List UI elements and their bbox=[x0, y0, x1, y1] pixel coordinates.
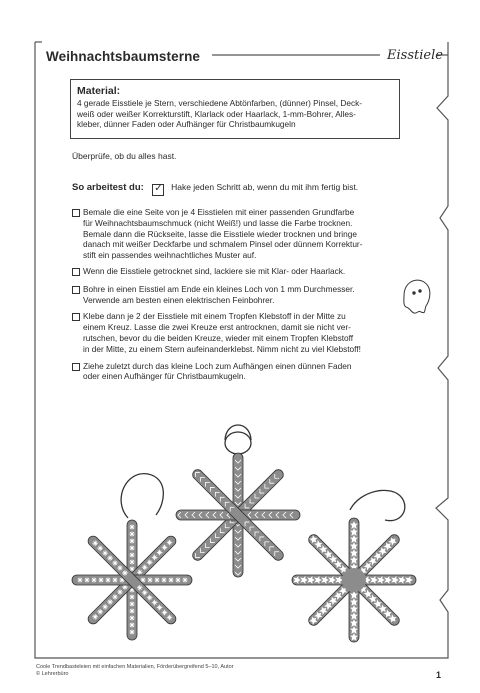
star-center bbox=[342, 568, 366, 592]
step-line: Klebe dann je 2 der Eisstiele mit einem Tropfen Klebstoff in der Mitte zu bbox=[83, 311, 346, 322]
step-line: oder einen Aufhänger für Christbaumkugeln. bbox=[83, 371, 246, 382]
step-line: stift ein passendes weihnachtliches Muster auf. bbox=[83, 250, 257, 261]
step-line: Verwende am besten einen elektrischen Feinbohrer. bbox=[83, 294, 275, 305]
material-line: weiß oder weißer Korrekturstift, Klarlack oder Haarlack, 1-mm-Bohrer, Alles- bbox=[77, 108, 356, 119]
step-line: Bemale die eine Seite von je 4 Eisstielen mit einer passenden Grundfarbe bbox=[83, 207, 355, 217]
step-line: Ziehe zuletzt durch das kleine Loch zum Aufhängen einen dünnen Faden bbox=[83, 360, 352, 371]
step-line: danach mit weißer Deckfarbe und schmalem Pinsel oder dünnem Korrektur- bbox=[83, 239, 363, 250]
star-ornament-left bbox=[72, 474, 192, 640]
footer-line: Coole Trendbasteleien mit einfachen Materialien, Förderübergreifend 5–10, Autor bbox=[36, 664, 234, 670]
step-line: rutschen, bevor du die beiden Kreuze, wieder mit einem Tropfen Klebstoff bbox=[83, 332, 354, 343]
step-line: einem Kreuz. Lasse die zwei Kreuze erst antrocknen, damit sie nicht ver- bbox=[83, 322, 351, 333]
category-label: Eisstiele bbox=[387, 48, 443, 63]
material-heading: Material: bbox=[77, 85, 121, 97]
material-line: kleber, dünner Faden oder Aufhänger für Christbaumkugeln bbox=[77, 119, 296, 130]
page-title: Weihnachtsbaumsterne bbox=[46, 49, 201, 64]
checkmark-icon: ✓ bbox=[154, 183, 163, 194]
footer-line: © Lehrerbüro bbox=[36, 670, 69, 677]
instructions-hint: Hake jeden Schritt ab, wenn du mit ihm fertig bist. bbox=[171, 182, 359, 192]
step-line: Bohre in einen Eisstiel am Ende ein kleines Loch von 1 mm Durchmesser. bbox=[83, 283, 355, 294]
instructions-label: So arbeitest du: bbox=[72, 182, 144, 193]
material-line: 4 gerade Eisstiele je Stern, verschiedene Abtönfarben, (dünner) Pinsel, Deck- bbox=[77, 98, 363, 108]
step-line: Wenn die Eisstiele getrocknet sind, lackiere sie mit Klar- oder Haarlack. bbox=[83, 265, 346, 276]
step-line: Bemale dann die Rückseite, lasse die Eisstiele wieder trocknen und bringe bbox=[83, 228, 357, 239]
star-ornament-right bbox=[292, 490, 416, 642]
star-ornament-middle bbox=[176, 425, 300, 577]
step-line: für Weihnachtsbaumschmuck (nicht Weiß!) und lasse die Farbe trocknen. bbox=[83, 217, 353, 228]
ghost-icon bbox=[404, 280, 430, 313]
step-line: in der Mitte, zu einem Stern aufeinanderklebst. Nimm nicht zu viel Klebstoff! bbox=[83, 343, 361, 354]
footer-credit bbox=[36, 664, 234, 677]
page-number: 1 bbox=[436, 670, 442, 680]
check-materials-text: Überprüfe, ob du alles hast. bbox=[72, 151, 177, 161]
